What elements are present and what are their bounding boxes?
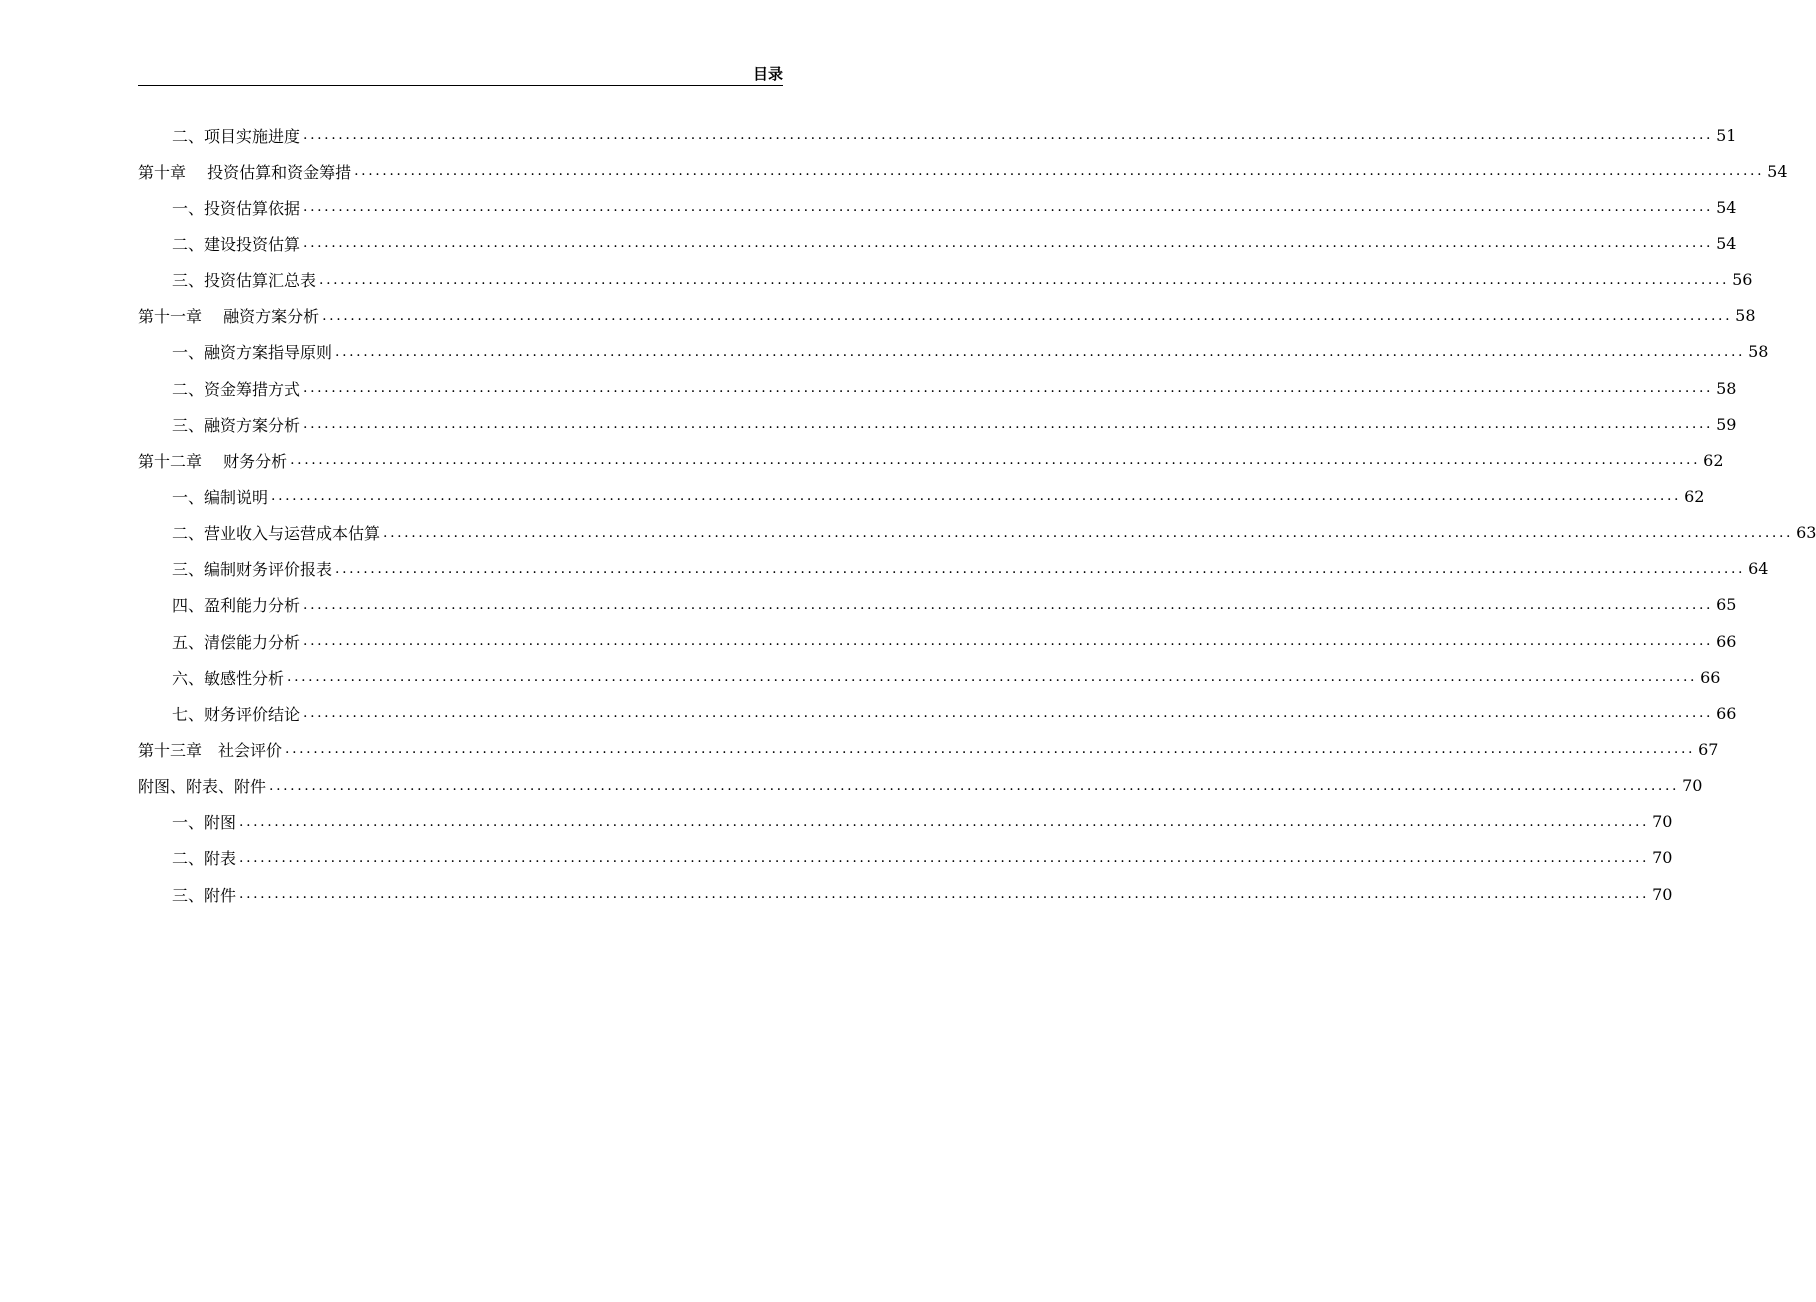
toc-leader-dots: ........................................................................................................................................................................................................ xyxy=(239,849,1650,866)
toc-entry-page: 66 xyxy=(1700,667,1721,687)
toc-entry[interactable] xyxy=(138,659,1721,695)
toc-entry[interactable] xyxy=(138,551,1769,587)
header-title: 目录 xyxy=(752,65,783,83)
toc-entry-title: 七、财务评价结论 xyxy=(172,704,301,724)
toc-leader-dots: ........................................................................................................................................................................................................ xyxy=(303,416,1714,433)
toc-entry-page: 58 xyxy=(1748,342,1769,362)
toc-leader-dots: ........................................................................................................................................................................................................ xyxy=(335,343,1746,360)
toc-leader-dots: ........................................................................................................................................................................................................ xyxy=(269,777,1680,794)
toc-entry-page: 70 xyxy=(1652,884,1673,904)
toc-entry[interactable] xyxy=(138,117,1737,153)
toc-entry[interactable] xyxy=(138,225,1737,261)
toc-entry-page: 58 xyxy=(1735,306,1756,326)
toc-entry[interactable] xyxy=(138,189,1737,225)
toc-entry[interactable] xyxy=(138,298,1756,334)
toc-entry-title: 六、敏感性分析 xyxy=(172,668,285,688)
toc-leader-dots: ........................................................................................................................................................................................................ xyxy=(319,271,1730,288)
toc-entry-page: 70 xyxy=(1652,812,1673,832)
toc-leader-dots: ........................................................................................................................................................................................................ xyxy=(290,452,1701,469)
toc-entry[interactable] xyxy=(138,623,1737,659)
toc-entry[interactable] xyxy=(138,876,1673,912)
toc-entry-title: 一、附图 xyxy=(172,813,237,833)
toc-leader-dots: ........................................................................................................................................................................................................ xyxy=(335,560,1746,577)
toc-entry[interactable] xyxy=(138,442,1724,478)
toc-entry[interactable] xyxy=(138,768,1703,804)
toc-entry[interactable] xyxy=(138,370,1737,406)
toc-entry-title: 三、投资估算汇总表 xyxy=(172,271,317,291)
toc-entry-page: 70 xyxy=(1682,776,1703,796)
toc-leader-dots: ........................................................................................................................................................................................................ xyxy=(271,488,1682,505)
toc-leader-dots: ........................................................................................................................................................................................................ xyxy=(303,633,1714,650)
toc-leader-dots: ........................................................................................................................................................................................................ xyxy=(287,669,1698,686)
toc-entry-title: 一、融资方案指导原则 xyxy=(172,343,333,363)
toc-entry-title: 第十二章 财务分析 xyxy=(138,451,288,471)
toc-entry[interactable] xyxy=(138,262,1753,298)
toc-leader-dots: ........................................................................................................................................................................................................ xyxy=(303,199,1714,216)
toc-entry[interactable] xyxy=(138,840,1673,876)
toc-leader-dots: ........................................................................................................................................................................................................ xyxy=(303,596,1714,613)
toc-entry[interactable] xyxy=(138,731,1719,767)
toc-leader-dots: ........................................................................................................................................................................................................ xyxy=(354,163,1765,180)
toc-entry-page: 54 xyxy=(1716,233,1737,253)
toc-entry[interactable] xyxy=(138,153,1788,189)
toc-entry-title: 附图、附表、附件 xyxy=(138,777,267,797)
toc-entry-title: 五、清偿能力分析 xyxy=(172,632,301,652)
toc-entry-page: 66 xyxy=(1716,631,1737,651)
toc-entry-title: 四、盈利能力分析 xyxy=(172,596,301,616)
toc-leader-dots: ........................................................................................................................................................................................................ xyxy=(239,813,1650,830)
toc-entry[interactable] xyxy=(138,334,1769,370)
toc-entry-title: 二、项目实施进度 xyxy=(172,126,301,146)
toc-leader-dots: ........................................................................................................................................................................................................ xyxy=(303,127,1714,144)
toc-entry-title: 二、营业收入与运营成本估算 xyxy=(172,524,381,544)
toc-entry-page: 54 xyxy=(1716,197,1737,217)
toc-entry-page: 62 xyxy=(1684,486,1705,506)
toc-entry-page: 62 xyxy=(1703,450,1724,470)
toc-leader-dots: ........................................................................................................................................................................................................ xyxy=(303,705,1714,722)
table-of-contents xyxy=(138,117,1816,912)
toc-entry-title: 三、编制财务评价报表 xyxy=(172,560,333,580)
toc-entry-page: 64 xyxy=(1748,559,1769,579)
toc-leader-dots: ........................................................................................................................................................................................................ xyxy=(239,886,1650,903)
toc-entry[interactable] xyxy=(138,478,1705,514)
toc-entry-page: 56 xyxy=(1732,270,1753,290)
toc-entry-title: 三、附件 xyxy=(172,885,237,905)
toc-entry[interactable] xyxy=(138,695,1737,731)
toc-entry-title: 第十章 投资估算和资金筹措 xyxy=(138,162,352,182)
toc-entry-page: 66 xyxy=(1716,703,1737,723)
toc-entry[interactable] xyxy=(138,587,1737,623)
toc-leader-dots: ........................................................................................................................................................................................................ xyxy=(303,380,1714,397)
toc-leader-dots: ........................................................................................................................................................................................................ xyxy=(383,524,1794,541)
toc-entry-page: 65 xyxy=(1716,595,1737,615)
toc-entry-page: 59 xyxy=(1716,414,1737,434)
toc-entry-title: 第十一章 融资方案分析 xyxy=(138,307,320,327)
page-header xyxy=(138,64,783,86)
toc-entry-page: 58 xyxy=(1716,378,1737,398)
toc-entry-title: 一、编制说明 xyxy=(172,487,269,507)
toc-entry-title: 二、建设投资估算 xyxy=(172,234,301,254)
toc-leader-dots: ........................................................................................................................................................................................................ xyxy=(322,307,1733,324)
toc-entry[interactable] xyxy=(138,515,1816,551)
toc-entry-page: 54 xyxy=(1767,161,1788,181)
toc-entry[interactable] xyxy=(138,804,1673,840)
toc-leader-dots: ........................................................................................................................................................................................................ xyxy=(303,235,1714,252)
toc-entry-title: 第十三章 社会评价 xyxy=(138,740,283,760)
toc-leader-dots: ........................................................................................................................................................................................................ xyxy=(285,741,1696,758)
toc-entry-page: 67 xyxy=(1698,739,1719,759)
toc-entry-title: 一、投资估算依据 xyxy=(172,198,301,218)
toc-entry[interactable] xyxy=(138,406,1737,442)
toc-entry-page: 63 xyxy=(1796,523,1816,543)
toc-entry-title: 二、附表 xyxy=(172,849,237,869)
toc-entry-page: 51 xyxy=(1716,125,1737,145)
toc-entry-title: 三、融资方案分析 xyxy=(172,415,301,435)
toc-entry-title: 二、资金筹措方式 xyxy=(172,379,301,399)
header-rule xyxy=(138,85,783,86)
toc-entry-page: 70 xyxy=(1652,848,1673,868)
